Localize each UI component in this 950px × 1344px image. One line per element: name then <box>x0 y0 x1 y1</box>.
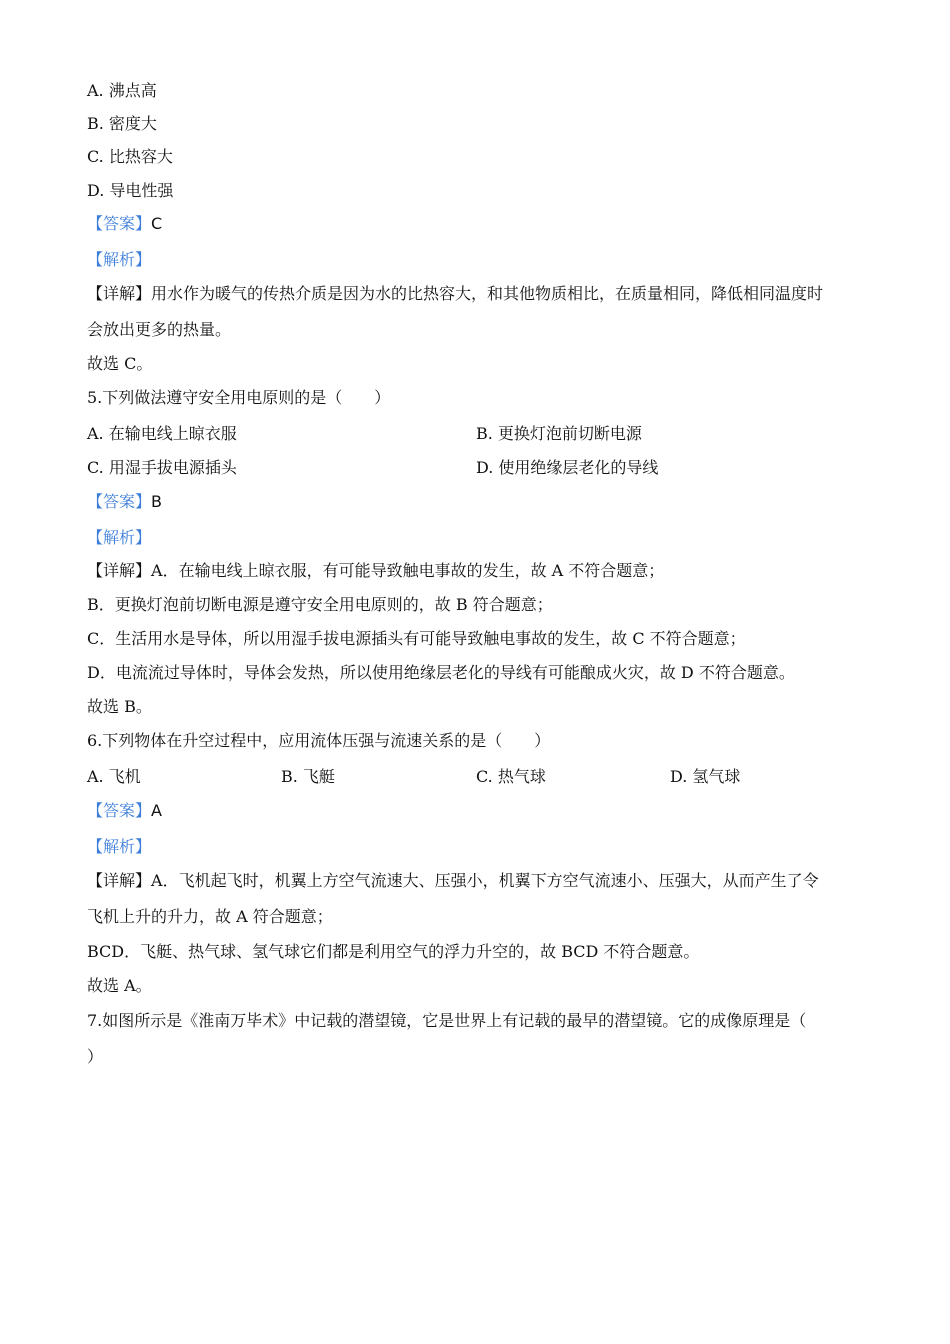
q4-option-b: B. 密度大 <box>87 114 157 133</box>
q7-question-line1: 7.如图所示是《淮南万毕术》中记载的潜望镜，它是世界上有记载的最早的潜望镜。它的成像原理是（ <box>87 1011 807 1030</box>
q5-detail-c: C．生活用水是导体，所以用湿手拔电源插头有可能导致触电事故的发生，故 C 不符合题意； <box>87 629 746 648</box>
q5-option-c: C. 用湿手拔电源插头 <box>87 458 237 477</box>
q6-option-b: B. 飞艇 <box>281 767 335 786</box>
q6-analysis-label: 【解析】 <box>87 837 152 856</box>
q6-answer <box>87 801 162 821</box>
detail-label: 【详解】 <box>87 561 152 580</box>
detail-label: 【详解】 <box>87 871 152 890</box>
q4-answer <box>87 214 162 234</box>
q4-detail-line2: 会放出更多的热量。 <box>87 320 232 339</box>
q6-detail-line2: 飞机上升的升力，故 A 符合题意； <box>87 907 333 926</box>
answer-label: 【答案】 <box>87 214 152 233</box>
q4-conclusion: 故选 C。 <box>87 354 153 373</box>
q5-option-d: D. 使用绝缘层老化的导线 <box>476 458 659 477</box>
q4-analysis-label: 【解析】 <box>87 250 152 269</box>
q4-detail-line1 <box>87 284 823 304</box>
detail-text: 用水作为暖气的传热介质是因为水的比热容大，和其他物质相比，在质量相同，降低相同温度时 <box>151 284 824 303</box>
q6-option-d: D. 氢气球 <box>670 767 741 786</box>
q5-detail-d: D．电流流过导体时，导体会发热，所以使用绝缘层老化的导线有可能酿成火灾，故 D 不符合题意。 <box>87 663 795 682</box>
q5-option-a: A. 在输电线上晾衣服 <box>87 424 237 443</box>
q5-detail-b: B．更换灯泡前切断电源是遵守安全用电原则的，故 B 符合题意； <box>87 595 553 614</box>
detail-text: A．飞机起飞时，机翼上方空气流速大、压强小，机翼下方空气流速小、压强大，从而产生了令 <box>151 871 819 890</box>
answer-label: 【答案】 <box>87 492 152 511</box>
answer-value: C <box>151 214 163 233</box>
q6-detail-line1 <box>87 871 819 891</box>
q6-question: 6.下列物体在升空过程中，应用流体压强与流速关系的是（ ） <box>87 731 551 750</box>
q5-analysis-label: 【解析】 <box>87 528 152 547</box>
q5-detail-a <box>87 561 664 581</box>
q7-question-line2: ） <box>87 1047 104 1066</box>
answer-label: 【答案】 <box>87 801 152 820</box>
q6-conclusion: 故选 A。 <box>87 976 152 995</box>
q5-question: 5.下列做法遵守安全用电原则的是（ ） <box>87 388 391 407</box>
q4-option-d: D. 导电性强 <box>87 181 174 200</box>
answer-value: B <box>151 492 162 511</box>
q6-option-c: C. 热气球 <box>476 767 546 786</box>
detail-label: 【详解】 <box>87 284 152 303</box>
q4-option-c: C. 比热容大 <box>87 147 173 166</box>
detail-text: A．在输电线上晾衣服，有可能导致触电事故的发生，故 A 不符合题意； <box>151 561 665 580</box>
q6-option-a: A. 飞机 <box>87 767 141 786</box>
q4-option-a: A. 沸点高 <box>87 81 157 100</box>
q5-conclusion: 故选 B。 <box>87 697 152 716</box>
answer-value: A <box>151 801 162 820</box>
q5-answer <box>87 492 162 512</box>
q6-detail-line3: BCD．飞艇、热气球、氢气球它们都是利用空气的浮力升空的，故 BCD 不符合题意。 <box>87 942 700 961</box>
q5-option-b: B. 更换灯泡前切断电源 <box>476 424 642 443</box>
